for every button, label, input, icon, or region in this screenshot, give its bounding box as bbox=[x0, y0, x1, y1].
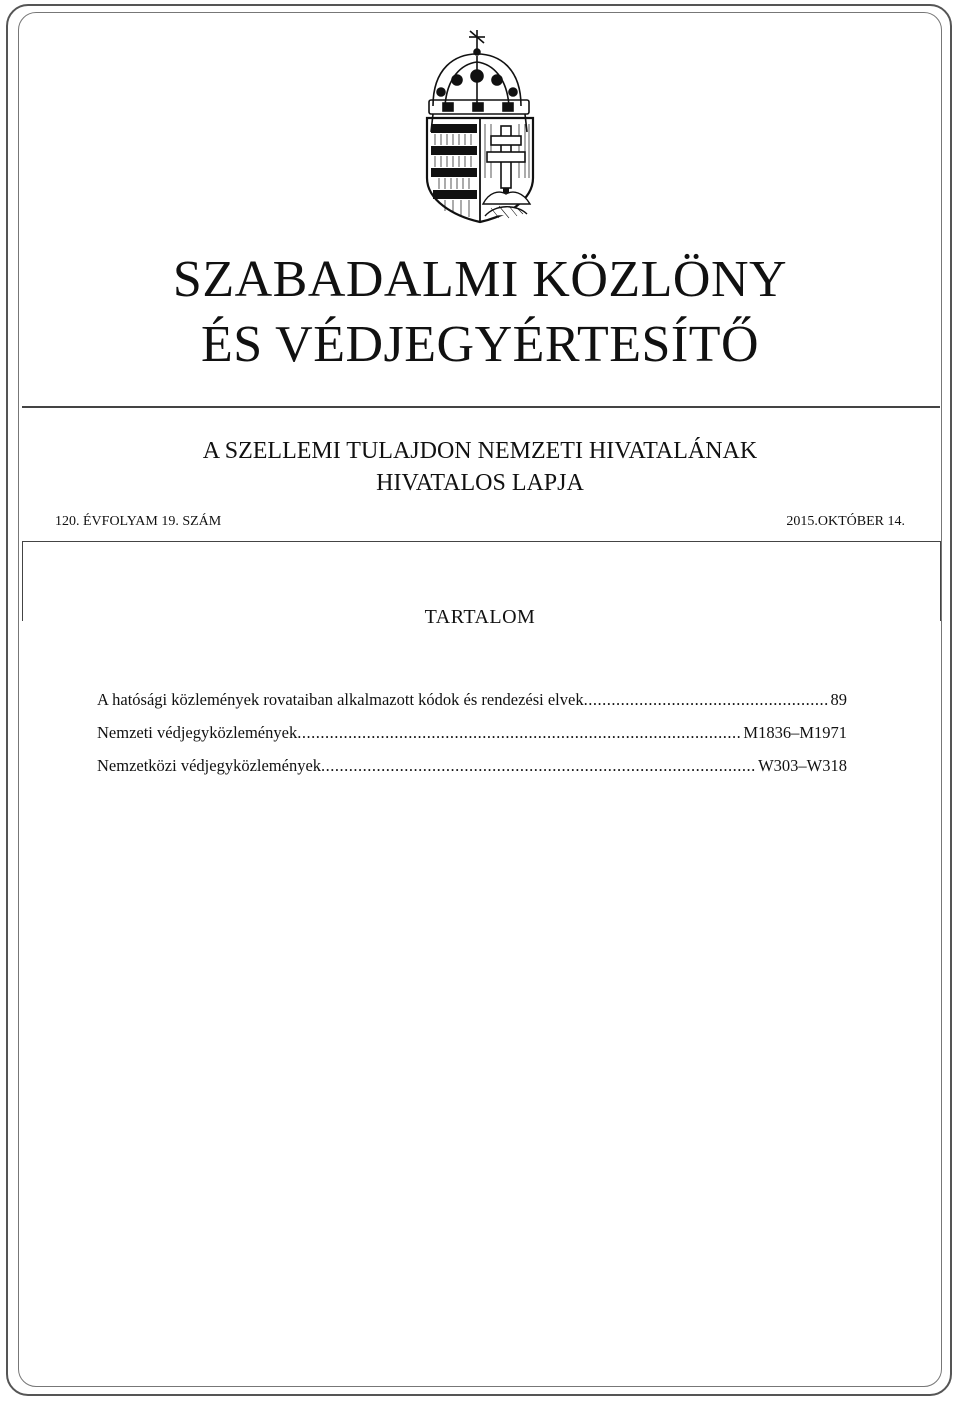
header-divider bbox=[22, 406, 940, 408]
toc-entry-pages: M1836–M1971 bbox=[743, 723, 847, 742]
journal-subtitle-line2: HIVATALOS LAPJA bbox=[376, 470, 584, 496]
issue-date: 2015.OKTÓBER 14. bbox=[786, 514, 905, 529]
toc-entry[interactable] bbox=[97, 690, 847, 723]
toc-entry-pages: W303–W318 bbox=[758, 756, 847, 775]
toc-leader-dots bbox=[321, 756, 756, 776]
toc-entry-title: A hatósági közlemények rovataiban alkalmazott kódok és rendezési elvek bbox=[97, 690, 584, 709]
header-bottom-rule bbox=[22, 541, 940, 542]
journal-subtitle-line1: A SZELLEMI TULAJDON NEMZETI HIVATALÁNAK bbox=[202, 438, 758, 464]
toc-entry[interactable] bbox=[97, 756, 847, 789]
toc-entry-title: Nemzetközi védjegyközlemények bbox=[97, 756, 322, 775]
toc-leader-dots bbox=[584, 690, 829, 710]
toc-leader-dots bbox=[297, 723, 741, 743]
toc-entry-pages: 89 bbox=[830, 690, 847, 709]
journal-title-line1: SZABADALMI KÖZLÖNY bbox=[172, 251, 788, 308]
toc-entry-title: Nemzeti védjegyközlemények bbox=[97, 723, 298, 742]
toc-heading: TARTALOM bbox=[424, 606, 536, 628]
volume-number: 120. ÉVFOLYAM 19. SZÁM bbox=[55, 514, 222, 529]
journal-title-line2: ÉS VÉDJEGYÉRTESÍTŐ bbox=[200, 316, 760, 373]
toc-entry[interactable] bbox=[97, 723, 847, 756]
table-of-contents bbox=[97, 690, 847, 789]
hungarian-coat-of-arms-icon bbox=[415, 28, 545, 224]
